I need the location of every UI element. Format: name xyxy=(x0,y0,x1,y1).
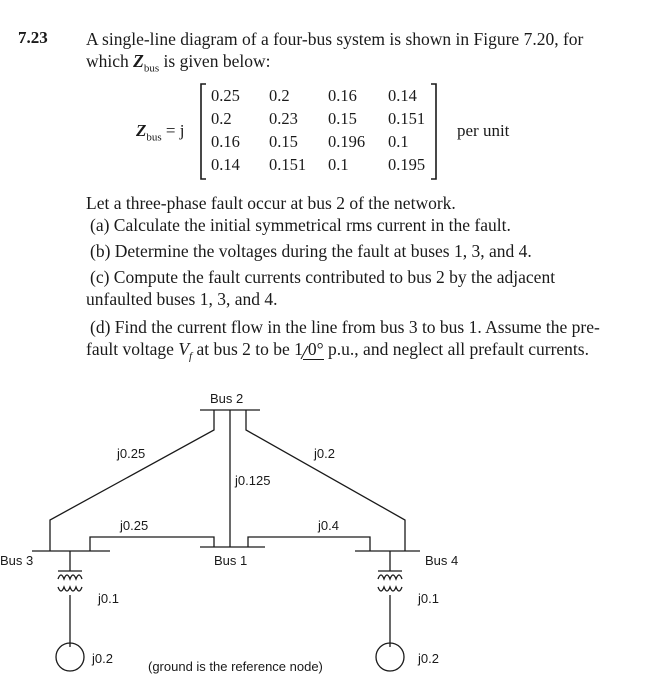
per-unit-label: per unit xyxy=(457,121,510,140)
line-bus3-bus1 xyxy=(90,537,214,551)
gen3-label: j0.2 xyxy=(92,651,113,666)
bus3-xfmr-secondary xyxy=(58,587,82,591)
line-bus1-bus4 xyxy=(248,537,370,551)
part-c xyxy=(86,266,555,310)
matrix-cell: 0.16 xyxy=(211,132,240,151)
bus4-generator xyxy=(376,643,404,671)
z-sub: bus xyxy=(143,62,160,75)
problem-lead: Let a three-phase fault occur at bus 2 of the network. xyxy=(86,193,456,213)
part-d-line-1: (d) Find the current flow in the line from bus 3 to bus 1. Assume the pre- xyxy=(90,317,600,337)
bus-1-label: Bus 1 xyxy=(214,553,248,568)
zbus-label xyxy=(136,121,184,143)
part-c-line-1: (c) Compute the fault currents contributed to bus 2 by the adjacent xyxy=(90,267,556,287)
problem-intro xyxy=(86,28,583,80)
part-d-pre: fault voltage xyxy=(86,339,179,359)
ground-note: (ground is the reference node) xyxy=(148,659,323,674)
part-d-line-2 xyxy=(86,338,600,368)
z-1-4-label: j0.4 xyxy=(318,518,339,533)
part-d-post: p.u., and neglect all prefault currents. xyxy=(323,339,589,359)
gen4-label: j0.2 xyxy=(418,651,439,666)
matrix-cell: 0.2 xyxy=(269,86,290,105)
matrix-cell: 0.23 xyxy=(269,109,298,128)
zbus-eq: = j xyxy=(165,121,185,140)
zbus-sub: bus xyxy=(146,131,162,144)
matrix-cell: 0.151 xyxy=(269,155,307,174)
xfmr3-label: j0.1 xyxy=(98,591,119,606)
part-a: (a) Calculate the initial symmetrical rms current in the fault. xyxy=(90,215,511,235)
matrix-cell: 0.15 xyxy=(269,132,298,151)
z-3-1-label: j0.25 xyxy=(120,518,149,533)
z-2-1-label: j0.125 xyxy=(235,473,271,488)
intro-line-2-post: is given below: xyxy=(159,51,271,71)
matrix-cell: 0.196 xyxy=(328,132,366,151)
part-b: (b) Determine the voltages during the fault at buses 1, 3, and 4. xyxy=(90,241,532,261)
bus-3-label: Bus 3 xyxy=(0,553,34,568)
bus3-generator xyxy=(56,643,84,671)
angle-icon xyxy=(300,345,309,359)
bus-2-label: Bus 2 xyxy=(210,391,244,406)
z-2-3-label: j0.25 xyxy=(117,446,146,461)
matrix-cell: 0.14 xyxy=(388,86,417,105)
xfmr4-label: j0.1 xyxy=(418,591,439,606)
angle-notation xyxy=(303,339,324,360)
part-c-line-2: unfaulted buses 1, 3, and 4. xyxy=(86,289,278,309)
intro-line-2-pre: which xyxy=(86,51,134,71)
problem-number: 7.23 xyxy=(18,28,48,47)
matrix-cell: 0.15 xyxy=(328,109,357,128)
zbus-matrix xyxy=(197,82,441,182)
matrix-cell: 0.25 xyxy=(211,86,240,105)
matrix-cell: 0.1 xyxy=(328,155,349,174)
angle-value: 0° xyxy=(307,339,324,359)
matrix-cell: 0.151 xyxy=(388,109,426,128)
z-2-4-label: j0.2 xyxy=(314,446,335,461)
bus3-xfmr-primary xyxy=(58,575,82,579)
part-d-mid: at bus 2 to be 1 xyxy=(192,339,303,359)
matrix-cell: 0.195 xyxy=(388,155,426,174)
matrix-cell: 0.1 xyxy=(388,132,409,151)
bus4-xfmr-secondary xyxy=(378,587,402,591)
matrix-cell: 0.16 xyxy=(328,86,357,105)
bus4-xfmr-primary xyxy=(378,575,402,579)
part-d xyxy=(86,316,600,368)
four-bus-diagram xyxy=(0,385,669,700)
vf-symbol: V xyxy=(178,339,190,359)
matrix-cell: 0.14 xyxy=(211,155,240,174)
zbus-symbol: Z xyxy=(136,121,147,140)
matrix-cell: 0.2 xyxy=(211,109,232,128)
intro-line-2 xyxy=(86,50,583,80)
z-symbol: Z xyxy=(133,51,144,71)
vf-sub: f xyxy=(189,350,193,363)
intro-line-1: A single-line diagram of a four-bus system is shown in Figure 7.20, for xyxy=(86,29,584,49)
bus-4-label: Bus 4 xyxy=(425,553,459,568)
